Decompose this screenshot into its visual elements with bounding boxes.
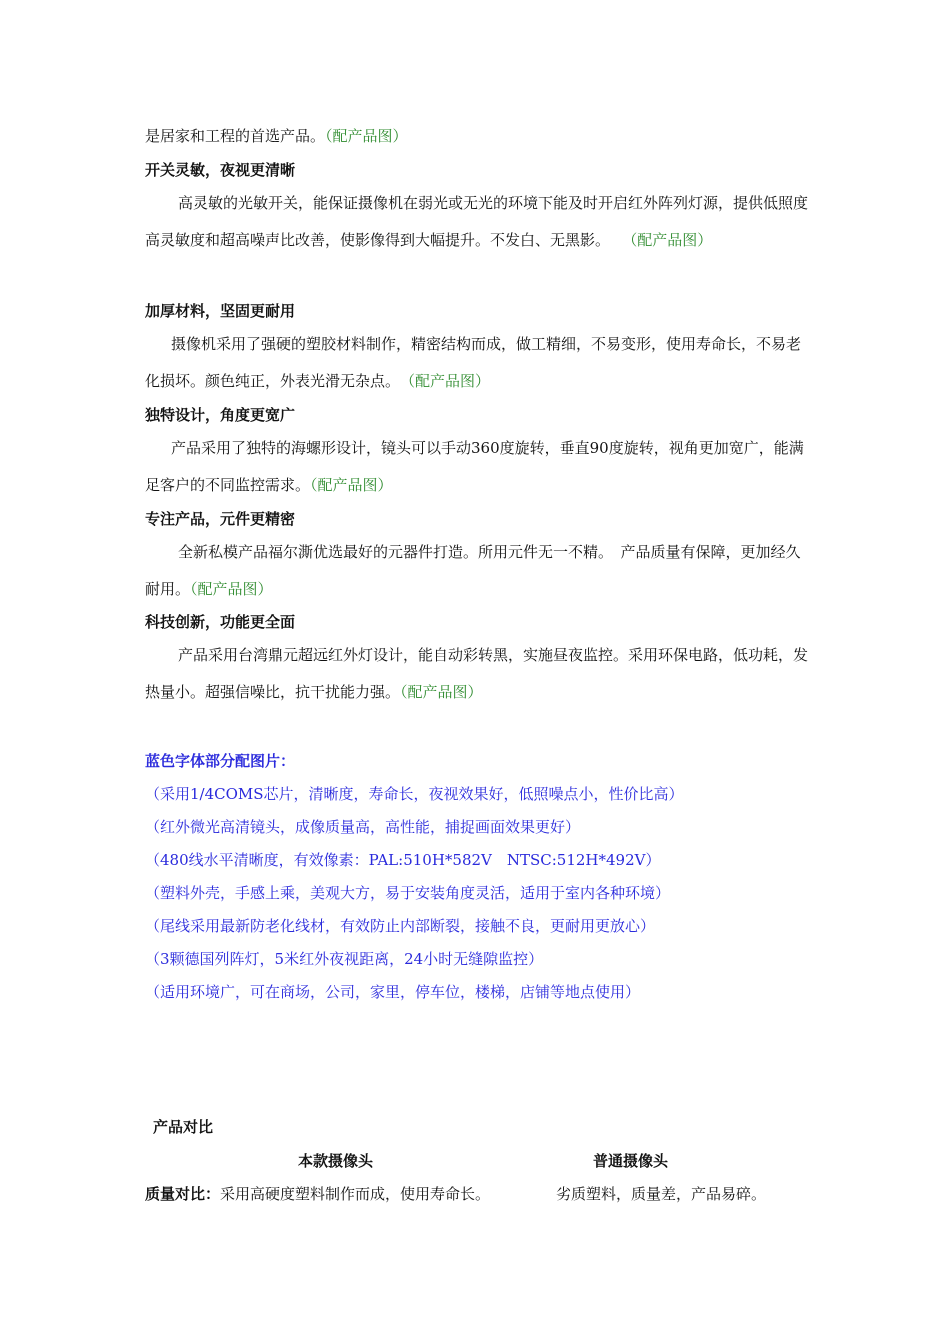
intro-text: 是居家和工程的首选产品。 — [145, 127, 326, 145]
section-body — [145, 534, 810, 608]
section-body — [145, 430, 810, 504]
blue-list-item: （尾线采用最新防老化线材，有效防止内部断裂，接触不良，更耐用更放心） — [145, 917, 656, 935]
intro-line — [145, 126, 408, 146]
comparison-col-this: 本款摄像头 — [298, 1152, 374, 1170]
comparison-row-other: 劣质塑料，质量差，产品易碎。 — [556, 1185, 767, 1203]
section-body — [145, 326, 810, 400]
blue-list-item: （红外微光高清镜头，成像质量高，高性能，捕捉画面效果更好） — [145, 818, 581, 836]
section-text: 摄像机采用了强硬的塑胶材料制作，精密结构而成，做工精细，不易变形，使用寿命长，不易老化损坏。颜色纯正，外表光滑无杂点。 — [145, 335, 802, 390]
section-heading: 科技创新，功能更全面 — [145, 613, 296, 631]
blue-list-item: （480线水平清晰度，有效像素：PAL:510H*582V NTSC:512H*492V） — [145, 851, 661, 869]
section-text: 产品采用了独特的海螺形设计，镜头可以手动360度旋转，垂直90度旋转，视角更加宽广，能满足客户的不同监控需求。 — [145, 439, 804, 494]
section-body — [145, 637, 810, 711]
section-text: 全新私模产品福尔澌优选最好的元器件打造。所用元件无一不精。 产品质量有保障，更加经久耐用。 — [145, 543, 801, 598]
blue-list-item: （塑料外壳，手感上乘，美观大方，易于安装角度灵活，适用于室内各种环境） — [145, 884, 671, 902]
section-text: 产品采用台湾鼎元超远红外灯设计，能自动彩转黑，实施昼夜监控。采用环保电路，低功耗，发热量小。超强信噪比，抗干扰能力强。 — [145, 646, 809, 701]
section-body — [145, 185, 810, 259]
blue-list-item: （采用1/4COMS芯片，清晰度，寿命长，夜视效果好，低照噪点小，性价比高） — [145, 785, 684, 803]
section-heading: 加厚材料，坚固更耐用 — [145, 302, 296, 320]
image-note: （配产品图） — [400, 683, 483, 701]
comparison-col-other: 普通摄像头 — [593, 1152, 669, 1170]
image-note: （配产品图） — [407, 372, 491, 390]
comparison-row — [145, 1184, 490, 1204]
image-note: （配产品图） — [325, 127, 408, 145]
section-heading: 开关灵敏，夜视更清晰 — [145, 161, 296, 179]
section-heading: 独特设计，角度更宽广 — [145, 406, 296, 424]
comparison-row-label: 质量对比： — [145, 1185, 221, 1203]
section-heading: 专注产品，元件更精密 — [145, 510, 296, 528]
blue-list-item: （3颗德国列阵灯，5米红外夜视距离，24小时无缝隙监控） — [145, 950, 544, 968]
blue-list-item: （适用环境广，可在商场，公司，家里，停车位，楼梯，店铺等地点使用） — [145, 983, 641, 1001]
comparison-title: 产品对比 — [153, 1118, 214, 1136]
image-note: （配产品图） — [190, 580, 273, 598]
blue-section-title: 蓝色字体部分配图片： — [145, 752, 296, 770]
section-text: 高灵敏的光敏开关，能保证摄像机在弱光或无光的环境下能及时开启红外阵列灯源，提供低照度高灵敏度和超高噪声比改善，使影像得到大幅提升。不发白、无黑影。 — [145, 194, 809, 249]
image-note: （配产品图） — [622, 231, 713, 249]
image-note: （配产品图） — [310, 476, 393, 494]
comparison-row-this: 采用高硬度塑料制作而成，使用寿命长。 — [220, 1185, 491, 1203]
